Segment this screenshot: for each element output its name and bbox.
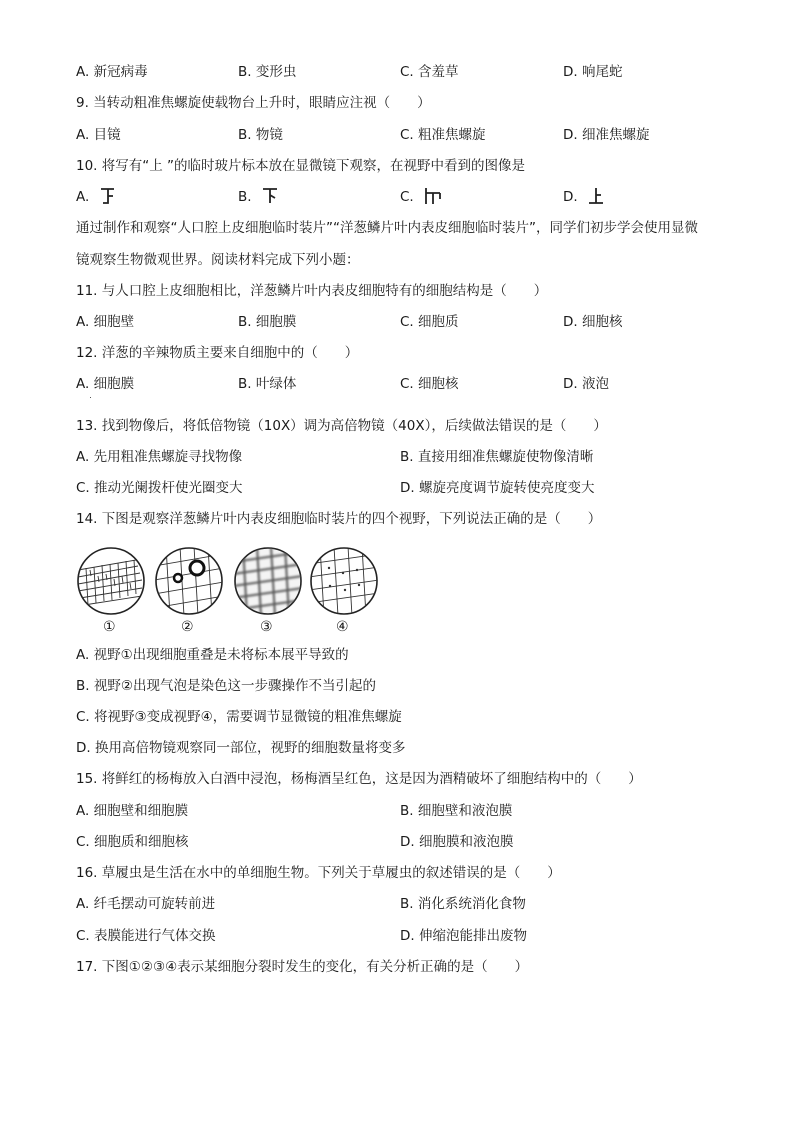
q13-stem-line <box>0 415 794 437</box>
material-line-2 <box>0 249 794 271</box>
q14-stem-line <box>0 508 794 530</box>
q15-option-a: A. 细胞壁和细胞膜 <box>76 803 189 819</box>
stray-mark <box>90 397 91 398</box>
q10-stem-line <box>0 155 794 177</box>
q14-figure-label-3: ③ <box>260 619 273 635</box>
q13-stem: 13. 找到物像后，将低倍物镜（10X）调为高倍物镜（40X），后续做法错误的是（ ） <box>76 418 607 434</box>
q10-option-c <box>400 186 442 208</box>
q11-option-b: B. 细胞膜 <box>238 314 297 330</box>
microscope-view-2-icon <box>154 546 224 616</box>
q11-option-c: C. 细胞质 <box>400 314 459 330</box>
q12-stem-line <box>0 342 794 364</box>
microscope-view-4-icon <box>309 546 379 616</box>
material-text-1: 通过制作和观察“人口腔上皮细胞临时装片”“洋葱鳞片叶内表皮细胞临时装片”，同学们初步学会使用显微 <box>76 220 698 236</box>
q16-stem-line <box>0 862 794 884</box>
q10-stem: 10. 将写有“上 ”的临时玻片标本放在显微镜下观察，在视野中看到的图像是 <box>76 158 526 174</box>
q12-options <box>0 373 794 395</box>
q14-option-b: B. 视野②出现气泡是染色这一步骤操作不当引起的 <box>76 678 376 694</box>
q11-option-d: D. 细胞核 <box>563 314 623 330</box>
q9-stem: 9. 当转动粗准焦螺旋使载物台上升时，眼睛应注视（ ） <box>76 95 431 111</box>
q12-option-d: D. 液泡 <box>563 376 609 392</box>
q9-option-c: C. 粗准焦螺旋 <box>400 127 486 143</box>
q8-option-d: D. 响尾蛇 <box>563 64 623 80</box>
q12-stem: 12. 洋葱的辛辣物质主要来自细胞中的（ ） <box>76 345 359 361</box>
q15-stem: 15. 将鲜红的杨梅放入白酒中浸泡，杨梅酒呈红色，这是因为酒精破坏了细胞结构中的（ ） <box>76 771 642 787</box>
q14-option-b-line <box>0 675 794 697</box>
q16-stem: 16. 草履虫是生活在水中的单细胞生物。下列关于草履虫的叙述错误的是（ ） <box>76 865 561 881</box>
q16-option-c: C. 表膜能进行气体交换 <box>76 928 216 944</box>
q13-option-d: D. 螺旋亮度调节旋转使亮度变大 <box>400 480 595 496</box>
q14-option-c: C. 将视野③变成视野④，需要调节显微镜的粗准焦螺旋 <box>76 709 402 725</box>
q10-option-c-letter: C. <box>400 189 414 205</box>
q12-option-b: B. 叶绿体 <box>238 376 297 392</box>
material-line-1 <box>0 217 794 239</box>
q8-options <box>0 61 794 83</box>
q15-stem-line <box>0 768 794 790</box>
q15-options-row-1 <box>0 800 794 822</box>
q14-figure-label-1: ① <box>103 619 116 635</box>
q15-option-b: B. 细胞壁和液泡膜 <box>400 803 513 819</box>
microscope-view-3-icon <box>233 546 303 616</box>
q11-option-a: A. 细胞壁 <box>76 314 135 330</box>
rotated-shang-glyph-a-icon <box>100 187 116 205</box>
q16-option-d: D. 伸缩泡能排出废物 <box>400 928 527 944</box>
q14-figure-label-2: ② <box>181 619 194 635</box>
q11-stem: 11. 与人口腔上皮细胞相比，洋葱鳞片叶内表皮细胞特有的细胞结构是（ ） <box>76 283 548 299</box>
q13-option-b: B. 直接用细准焦螺旋使物像清晰 <box>400 449 594 465</box>
q15-option-c: C. 细胞质和细胞核 <box>76 834 189 850</box>
q13-option-c: C. 推动光阑拨杆使光圈变大 <box>76 480 243 496</box>
q10-option-b <box>238 186 278 208</box>
q8-option-c: C. 含羞草 <box>400 64 459 80</box>
q14-microscope-views-figure <box>0 546 794 638</box>
q14-option-a: A. 视野①出现细胞重叠是未将标本展平导致的 <box>76 647 349 663</box>
q16-option-b: B. 消化系统消化食物 <box>400 896 526 912</box>
q14-stem: 14. 下图是观察洋葱鳞片叶内表皮细胞临时装片的四个视野，下列说法正确的是（ ） <box>76 511 602 527</box>
q9-stem-line <box>0 92 794 114</box>
q11-options <box>0 311 794 333</box>
q15-options-row-2 <box>0 831 794 853</box>
q9-options <box>0 124 794 146</box>
q10-option-d-letter: D. <box>563 189 578 205</box>
q14-option-d: D. 换用高倍物镜观察同一部位，视野的细胞数量将变多 <box>76 740 406 756</box>
q8-option-a: A. 新冠病毒 <box>76 64 148 80</box>
rotated-shang-glyph-c-icon <box>424 187 442 205</box>
rotated-shang-glyph-b-icon <box>262 187 278 205</box>
q14-option-a-line <box>0 644 794 666</box>
q10-option-b-letter: B. <box>238 189 252 205</box>
q10-option-a <box>76 186 116 208</box>
q13-option-a: A. 先用粗准焦螺旋寻找物像 <box>76 449 243 465</box>
q10-options <box>0 186 794 208</box>
q16-options-row-2 <box>0 925 794 947</box>
q14-figure-label-4: ④ <box>336 619 349 635</box>
q12-option-a: A. 细胞膜 <box>76 376 135 392</box>
q9-option-d: D. 细准焦螺旋 <box>563 127 650 143</box>
q13-options-row-1 <box>0 446 794 468</box>
q17-stem-line <box>0 956 794 978</box>
q15-option-d: D. 细胞膜和液泡膜 <box>400 834 514 850</box>
q16-option-a: A. 纤毛摆动可旋转前进 <box>76 896 216 912</box>
q10-option-d <box>563 186 604 208</box>
q14-option-c-line <box>0 706 794 728</box>
q8-option-b: B. 变形虫 <box>238 64 297 80</box>
microscope-view-1-icon <box>76 546 146 616</box>
q16-options-row-1 <box>0 893 794 915</box>
q11-stem-line <box>0 280 794 302</box>
q10-option-a-letter: A. <box>76 189 90 205</box>
q13-options-row-2 <box>0 477 794 499</box>
q14-option-d-line <box>0 737 794 759</box>
material-text-2: 镜观察生物微观世界。阅读材料完成下列小题： <box>76 252 360 268</box>
rotated-shang-glyph-d-icon <box>588 187 604 205</box>
q12-option-c: C. 细胞核 <box>400 376 459 392</box>
q9-option-a: A. 目镜 <box>76 127 121 143</box>
q9-option-b: B. 物镜 <box>238 127 283 143</box>
q17-stem: 17. 下图①②③④表示某细胞分裂时发生的变化，有关分析正确的是（ ） <box>76 959 529 975</box>
